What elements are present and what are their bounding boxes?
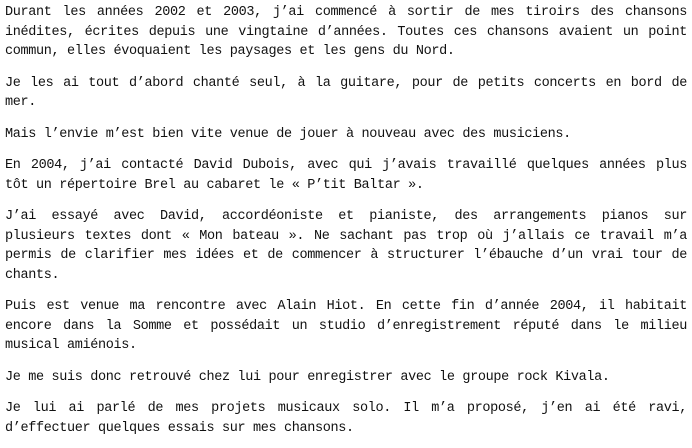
paragraph-8: Je lui ai parlé de mes projets musicaux solo. Il m’a proposé, j’en ai été ravi, d’effectuer quelques essais sur mes chansons. [5,401,687,436]
document-body [5,3,687,438]
paragraph-5: J’ai essayé avec David, accordéoniste et pianiste, des arrangements pianos sur plusieurs textes dont « Mon bateau ». Ne sachant pas trop où j’allais ce travail m’a permis de clarifier mes idées et de commencer à structurer l’ébauche d’un vrai tour de chants. [5,209,687,283]
paragraph-1: Durant les années 2002 et 2003, j’ai commencé à sortir de mes tiroirs des chansons inédites, écrites depuis une vingtaine d’années. Toutes ces chansons avaient un point commun, elles évoquaient les paysages et les gens du Nord. [5,5,687,59]
paragraph-2: Je les ai tout d’abord chanté seul, à la guitare, pour de petits concerts en bord de mer. [5,75,687,110]
paragraph-6: Puis est venue ma rencontre avec Alain Hiot. En cette fin d’année 2004, il habitait encore dans la Somme et possédait un studio d’enregistrement réputé dans le milieu musical amiénois. [5,299,687,353]
paragraph-3: Mais l’envie m’est bien vite venue de jouer à nouveau avec des musiciens. [5,126,571,142]
paragraph-7: Je me suis donc retrouvé chez lui pour enregistrer avec le groupe rock Kivala. [5,369,610,385]
paragraph-4: En 2004, j’ai contacté David Dubois, avec qui j’avais travaillé quelques années plus tôt un répertoire Brel au cabaret le « P’tit Baltar ». [5,158,687,193]
